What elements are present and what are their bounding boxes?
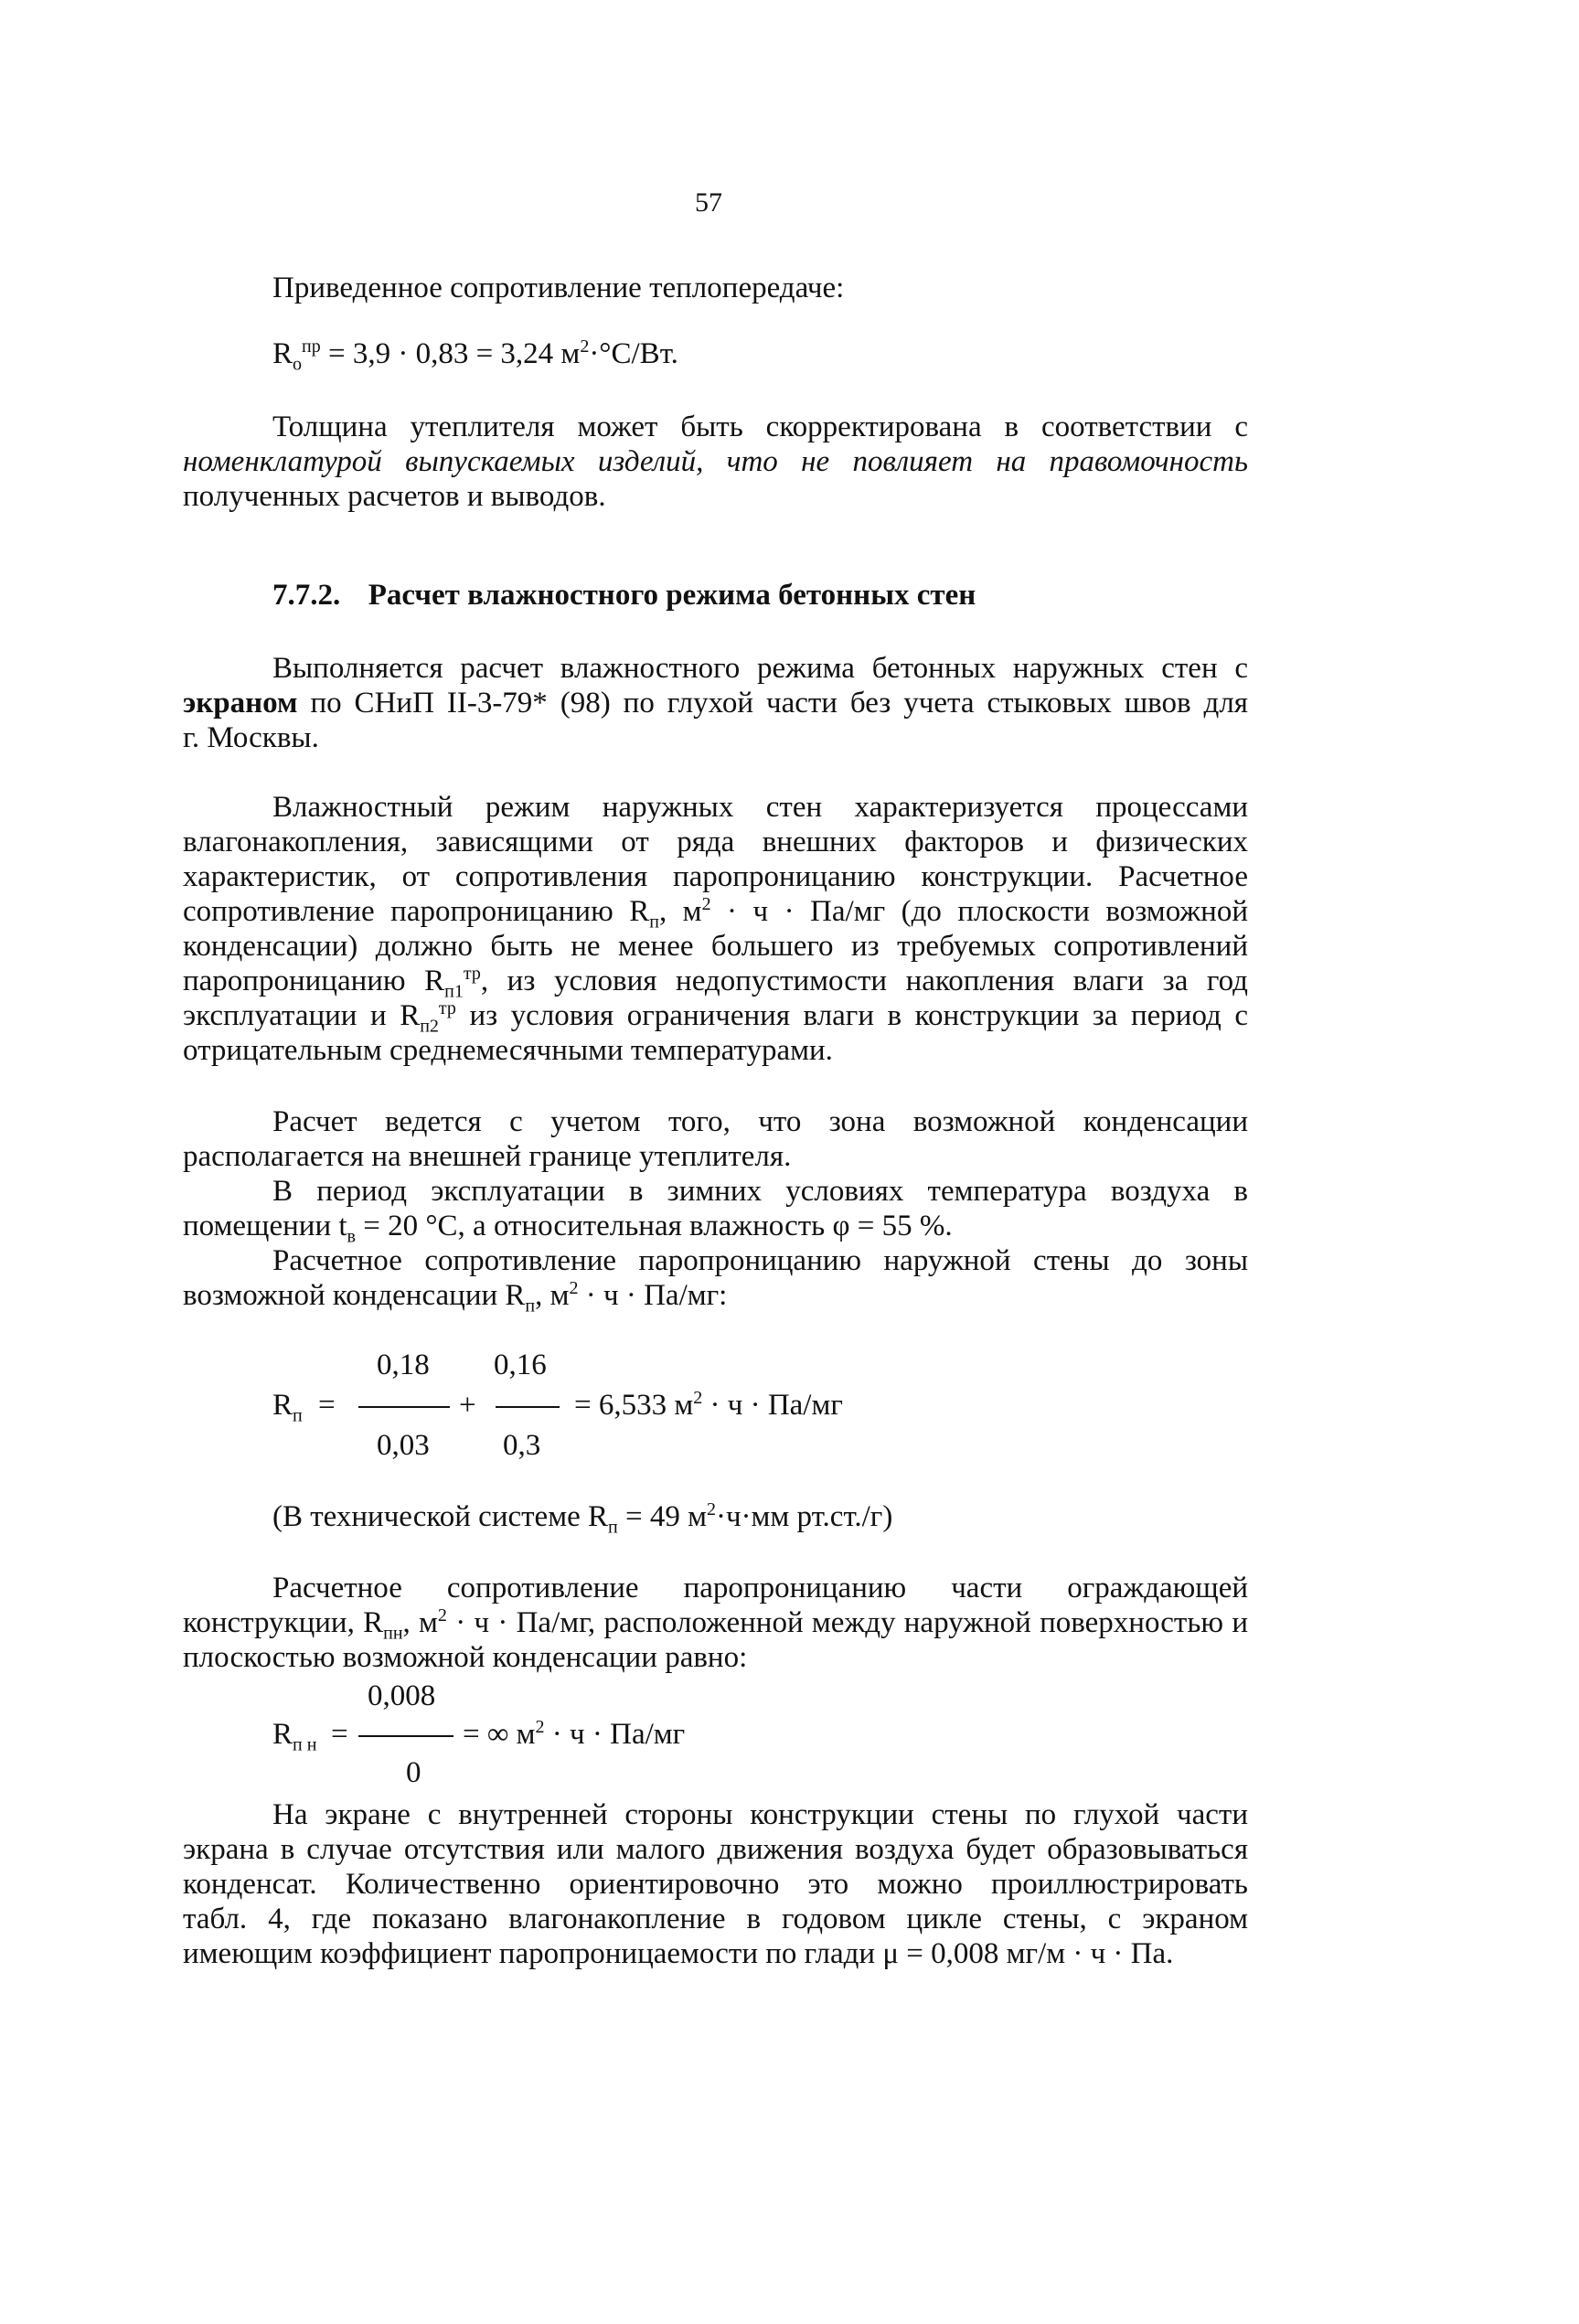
- formula-subscript: п: [293, 1405, 303, 1426]
- subscript: п: [649, 911, 659, 933]
- page-number: 57: [695, 187, 722, 218]
- result-unit: · ч · Па/мг: [702, 1389, 843, 1422]
- paragraph-moisture-line-8: отрицательным среднемесячными температурами.: [183, 1034, 833, 1067]
- fraction-bar: [358, 1735, 453, 1737]
- text-segment: конструкции, R: [183, 1606, 384, 1639]
- text-segment: , м: [402, 1606, 438, 1639]
- superscript: тр: [463, 964, 481, 984]
- paragraph-condensation-line-3: В период эксплуатации в зимних условиях температура воздуха в: [272, 1175, 1248, 1208]
- technical-system-note: [272, 1499, 893, 1538]
- subscript: пн: [383, 1623, 403, 1644]
- paragraph-moisture-line-6: [183, 964, 1248, 1002]
- equals-sign: =: [331, 1718, 348, 1751]
- paragraph-insulation-line-1: Толщина утеплителя может быть скорректирована в соответствии с: [272, 410, 1248, 443]
- formula-unit: ·°С/Вт.: [589, 337, 678, 370]
- fraction-2-denominator: 0,3: [503, 1429, 541, 1462]
- fraction-1-bar: [358, 1406, 450, 1408]
- superscript: 2: [569, 1278, 579, 1298]
- text-segment: · ч · Па/мг:: [578, 1279, 728, 1312]
- fraction-1-denominator: 0,03: [377, 1429, 430, 1462]
- equals-sign: =: [318, 1389, 336, 1422]
- paragraph-reduced-resistance: Приведенное сопротивление теплопередаче:: [272, 272, 845, 304]
- section-title: Расчет влажностного режима бетонных стен: [368, 579, 976, 612]
- subscript: п1: [444, 981, 464, 1002]
- fraction-2-numerator: 0,16: [494, 1349, 547, 1381]
- text-segment: = 20 °С, а относительная влажность φ = 55 %.: [355, 1210, 953, 1242]
- plus-sign: +: [459, 1389, 476, 1422]
- formula-lhs: [272, 1388, 303, 1426]
- formula-lhs: [272, 1717, 317, 1755]
- text-segment: , м: [535, 1279, 570, 1312]
- text-segment: паропроницанию R: [183, 965, 445, 997]
- paragraph-condensation-line-5: Расчетное сопротивление паропроницанию наружной стены до зоны: [272, 1244, 1248, 1277]
- paragraph-moisture-line-7: [183, 998, 1248, 1037]
- paragraph-outer-part-line-2: [183, 1605, 1248, 1644]
- superscript: 2: [437, 1605, 447, 1626]
- text-segment: помещении t: [183, 1210, 347, 1242]
- paragraph-calculation-line-3: г. Москвы.: [183, 721, 319, 754]
- formula-result: [574, 1388, 843, 1423]
- paragraph-screen-line-5: имеющим коэффициент паропроницаемости по глади μ = 0,008 мг/м · ч · Па.: [183, 1937, 1174, 1970]
- subscript: в: [347, 1226, 356, 1247]
- subscript: п: [525, 1295, 536, 1317]
- text-segment: = 49 м: [617, 1500, 707, 1533]
- fraction-2-bar: [496, 1406, 560, 1408]
- paragraph-condensation-line-1: Расчет ведется с учетом того, что зона возможной конденсации: [272, 1105, 1248, 1138]
- paragraph-calculation-line-1: Выполняется расчет влажностного режима бетонных наружных стен с: [272, 652, 1248, 685]
- text-segment: (В технической системе R: [272, 1500, 608, 1533]
- paragraph-screen-line-2: экрана в случае отсутствия или малого движения воздуха будет образовываться: [183, 1833, 1248, 1866]
- formula-subscript: п н: [293, 1734, 317, 1755]
- paragraph-moisture-line-5: конденсации) должно быть не менее большего из требуемых сопротивлений: [183, 930, 1248, 963]
- paragraph-outer-part-line-1: Расчетное сопротивление паропроницанию части ограждающей: [272, 1572, 1248, 1604]
- section-heading: [272, 578, 976, 613]
- fraction-denominator: 0: [406, 1756, 421, 1789]
- fraction-1-numerator: 0,18: [377, 1349, 430, 1381]
- formula-expression: = 3,9 · 0,83 = 3,24 м: [320, 337, 581, 370]
- result-exponent: 2: [693, 1388, 703, 1408]
- subscript: п: [608, 1517, 618, 1538]
- paragraph-condensation-line-6: [183, 1278, 728, 1317]
- text-segment: , м: [658, 895, 702, 928]
- formula-unit-exponent: 2: [580, 336, 590, 357]
- paragraph-outer-part-line-3: плоскостью возможной конденсации равно:: [183, 1641, 748, 1674]
- result-value: = 6,533 м: [574, 1389, 694, 1422]
- paragraph-condensation-line-2: располагается на внешней границе утеплителя.: [183, 1140, 792, 1173]
- paragraph-moisture-line-2: влагонакопления, зависящими от ряда внешних факторов и физических: [183, 826, 1248, 858]
- paragraph-moisture-line-1: Влажностный режим наружных стен характеризуется процессами: [272, 791, 1248, 824]
- paragraph-screen-line-3: конденсат. Количественно ориентировочно это можно проиллюстрировать: [183, 1868, 1248, 1901]
- text-segment: из условия ограничения влаги в конструкции за период с: [455, 999, 1248, 1032]
- result-value: = ∞ м: [463, 1718, 536, 1751]
- section-number: 7.7.2.: [272, 579, 341, 612]
- text-segment: · ч · Па/мг, расположенной между наружной поверхностью и: [446, 1606, 1248, 1639]
- result-exponent: 2: [535, 1717, 545, 1737]
- text-segment: возможной конденсации R: [183, 1279, 526, 1312]
- paragraph-condensation-line-4: [183, 1209, 953, 1247]
- paragraph-insulation-line-3: полученных расчетов и выводов.: [183, 480, 606, 513]
- formula-result: [463, 1717, 685, 1752]
- text-segment: · ч · Па/мг (до плоскости возможной: [710, 895, 1248, 928]
- paragraph-screen-line-4: табл. 4, где показано влагонакопление в годовом цикле стены, с экраном: [183, 1903, 1248, 1935]
- formula-symbol: R: [272, 1389, 293, 1422]
- result-unit: · ч · Па/мг: [544, 1718, 686, 1751]
- superscript: 2: [706, 1499, 716, 1519]
- text-segment: , из условия недопустимости накопления влаги за год: [480, 965, 1248, 997]
- superscript: тр: [438, 998, 456, 1018]
- emphasis-screen: экраном: [183, 687, 298, 720]
- fraction-numerator: 0,008: [368, 1679, 436, 1712]
- paragraph-insulation-line-2: номенклатурой выпускаемых изделий, что не повлияет на правомочность: [183, 445, 1248, 478]
- text-segment: сопротивление паропроницанию R: [183, 895, 650, 928]
- formula-subscript: о: [293, 354, 303, 375]
- formula-symbol: R: [272, 337, 293, 370]
- paragraph-moisture-line-3: характеристик, от сопротивления паропроницанию конструкции. Расчетное: [183, 860, 1248, 893]
- paragraph-screen-line-1: На экране с внутренней стороны конструкции стены по глухой части: [272, 1798, 1248, 1831]
- formula-reduced-resistance: [272, 336, 678, 375]
- paragraph-calculation-line-2-text: по СНиП II-3-79* (98) по глухой части без учета стыковых швов для: [297, 687, 1248, 720]
- paragraph-moisture-line-4: [183, 894, 1248, 933]
- formula-symbol: R: [272, 1718, 293, 1751]
- formula-superscript: пр: [302, 336, 321, 357]
- superscript: 2: [701, 894, 711, 914]
- text-segment: ·ч·мм рт.ст./г): [715, 1500, 893, 1533]
- subscript: п2: [420, 1016, 439, 1037]
- text-segment: эксплуатации и R: [183, 999, 421, 1032]
- paragraph-calculation-line-2: [183, 686, 1248, 720]
